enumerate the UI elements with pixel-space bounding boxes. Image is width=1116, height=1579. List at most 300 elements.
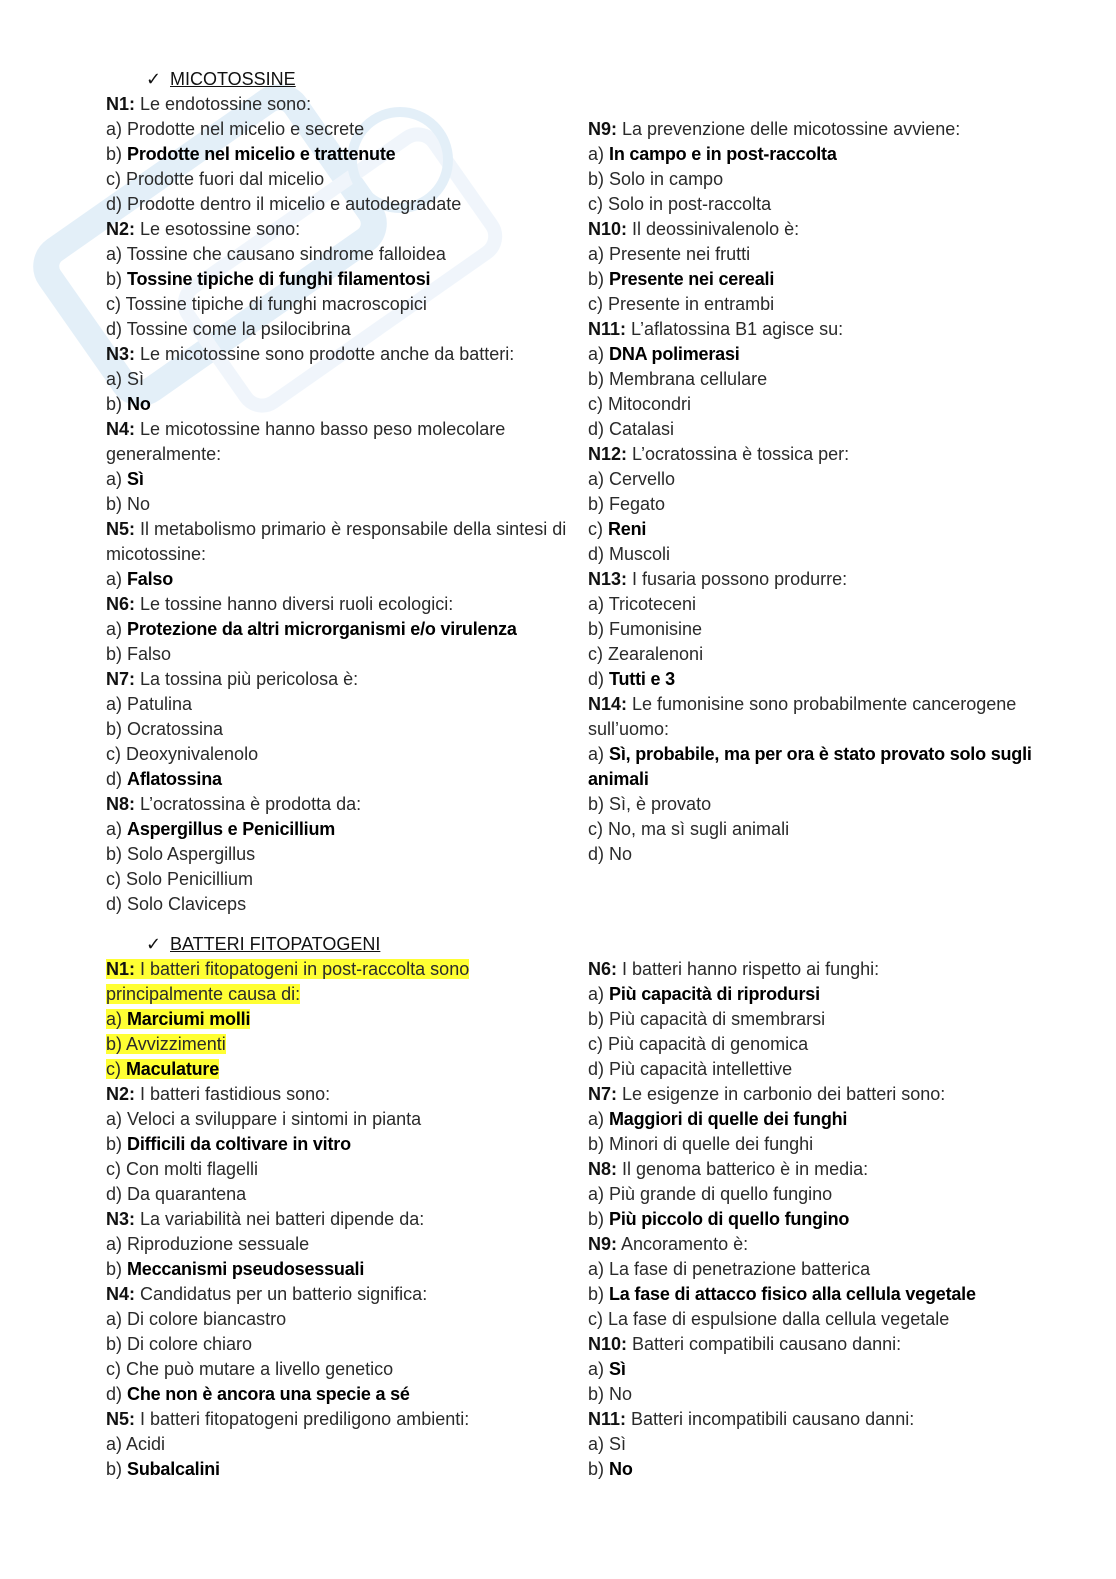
question-text: Le tossine hanno diversi ruoli ecologici:: [135, 594, 454, 614]
option-letter: c): [106, 1059, 126, 1079]
option-letter: a): [588, 594, 609, 614]
question-text: Il genoma batterico è in media:: [617, 1159, 869, 1179]
option-letter: c): [588, 1034, 608, 1054]
question-number: N6:: [588, 959, 618, 979]
answer-option: [588, 417, 1048, 442]
question-number: N10:: [588, 1334, 628, 1354]
question-line: [588, 442, 1048, 467]
question-line: [588, 217, 1048, 242]
option-letter: b): [106, 1459, 128, 1479]
answer-option: [588, 367, 1048, 392]
question-line: [106, 1082, 576, 1107]
correct-answer-text: La fase di attacco fisico alla cellula vegetale: [609, 1284, 976, 1304]
answer-option: [588, 817, 1048, 842]
option-letter: c): [588, 644, 608, 664]
answer-option: [106, 1332, 576, 1357]
answer-option: [106, 1182, 576, 1207]
answer-option: [588, 1107, 1048, 1132]
question-text: I batteri fastidious sono:: [135, 1084, 331, 1104]
answer-option: [588, 267, 1048, 292]
question-number: N10:: [588, 219, 628, 239]
answer-option: [588, 392, 1048, 417]
correct-answer-text: Presente nei cereali: [609, 269, 775, 289]
answer-option: [588, 982, 1048, 1007]
question-number: N13:: [588, 569, 628, 589]
option-letter: b): [588, 494, 610, 514]
question-text: Candidatus per un batterio significa:: [135, 1284, 428, 1304]
option-text: Veloci a sviluppare i sintomi in pianta: [127, 1109, 422, 1129]
question-number: N4:: [106, 1284, 136, 1304]
column-right: [588, 957, 1048, 1482]
answer-option: [106, 1132, 576, 1157]
option-text: Tricoteceni: [608, 594, 697, 614]
answer-option: [106, 317, 576, 342]
option-letter: a): [106, 369, 128, 389]
answer-option: [588, 842, 1048, 867]
question-number: N6:: [106, 594, 136, 614]
option-letter: a): [106, 1434, 127, 1454]
question-line: [588, 1332, 1048, 1357]
option-text: Sì: [127, 369, 145, 389]
answer-option: [588, 1357, 1048, 1382]
option-text: Più grande di quello fungino: [609, 1184, 833, 1204]
option-text: Solo in campo: [609, 169, 724, 189]
option-letter: b): [106, 1134, 128, 1154]
option-text: Fegato: [609, 494, 666, 514]
option-letter: c): [588, 394, 608, 414]
correct-answer-text: Più capacità di riprodursi: [609, 984, 820, 1004]
question-line: [588, 1157, 1048, 1182]
option-letter: b): [588, 369, 610, 389]
question-line: [588, 1407, 1048, 1432]
question-text: I batteri fitopatogeni in post-raccolta sono principalmente causa di:: [106, 959, 470, 1004]
question-number: N1:: [106, 94, 136, 114]
option-text: Tossine tipiche di funghi macroscopici: [125, 294, 427, 314]
option-text: Solo in post-raccolta: [608, 194, 772, 214]
option-letter: d): [106, 319, 127, 339]
correct-answer-text: Aspergillus e Penicillium: [127, 819, 336, 839]
answer-option: [106, 467, 576, 492]
answer-option: [106, 167, 576, 192]
option-letter: b): [588, 269, 610, 289]
option-letter: d): [588, 1059, 610, 1079]
correct-answer-text: Tossine tipiche di funghi filamentosi: [127, 269, 431, 289]
question-text: Ancoramento è:: [617, 1234, 749, 1254]
answer-option: [106, 267, 576, 292]
answer-option: [588, 542, 1048, 567]
answer-option: [588, 1057, 1048, 1082]
option-text: La fase di penetrazione batterica: [609, 1259, 871, 1279]
option-letter: a): [588, 1184, 610, 1204]
answer-option: [588, 617, 1048, 642]
question-line: [106, 217, 576, 242]
option-letter: a): [106, 619, 128, 639]
correct-answer-text: Sì: [609, 1359, 626, 1379]
option-text: Presente in entrambi: [608, 294, 775, 314]
question-text: L’ocratossina è tossica per:: [627, 444, 850, 464]
answer-option: [588, 1307, 1048, 1332]
option-letter: c): [106, 1159, 126, 1179]
option-letter: a): [106, 1009, 128, 1029]
option-text: Da quarantena: [127, 1184, 247, 1204]
question-line: [106, 417, 576, 467]
answer-option: [588, 342, 1048, 367]
correct-answer-text: DNA polimerasi: [609, 344, 740, 364]
section-title: BATTERI FITOPATOGENI: [170, 934, 381, 954]
column-right: [588, 117, 1048, 867]
option-text: Presente nei frutti: [609, 244, 751, 264]
answer-option: [106, 817, 576, 842]
option-text: Falso: [127, 644, 172, 664]
option-letter: b): [588, 1209, 610, 1229]
option-letter: b): [588, 1384, 610, 1404]
answer-option: [588, 142, 1048, 167]
option-text: Zearalenoni: [608, 644, 704, 664]
option-text: Prodotte dentro il micelio e autodegradate: [127, 194, 462, 214]
question-number: N11:: [588, 1409, 627, 1429]
question-text: Il metabolismo primario è responsabile della sintesi di micotossine:: [106, 519, 567, 564]
correct-answer-text: Protezione da altri microrganismi e/o virulenza: [127, 619, 517, 639]
option-letter: d): [106, 1184, 128, 1204]
question-number: N11:: [588, 319, 627, 339]
answer-option: [588, 242, 1048, 267]
option-text: Cervello: [609, 469, 676, 489]
correct-answer-text: Meccanismi pseudosessuali: [127, 1259, 365, 1279]
option-letter: b): [106, 844, 128, 864]
option-text: Membrana cellulare: [609, 369, 768, 389]
question-line: [106, 342, 576, 367]
answer-option: [588, 517, 1048, 542]
option-letter: d): [106, 1384, 128, 1404]
question-text: La variabilità nei batteri dipende da:: [135, 1209, 425, 1229]
answer-option: [588, 192, 1048, 217]
answer-option: [106, 567, 576, 592]
answer-option: [588, 642, 1048, 667]
answer-option: [106, 1457, 576, 1482]
correct-answer-text: Più piccolo di quello fungino: [609, 1209, 850, 1229]
answer-option: [588, 1257, 1048, 1282]
question-number: N9:: [588, 119, 618, 139]
option-text: Prodotte fuori dal micelio: [126, 169, 325, 189]
option-text: Mitocondri: [608, 394, 692, 414]
option-letter: b): [106, 494, 128, 514]
option-text: Solo Claviceps: [127, 894, 247, 914]
option-letter: c): [588, 1309, 608, 1329]
correct-answer-text: Sì, probabile, ma per ora è stato provato solo sugli animali: [588, 744, 1032, 789]
question-number: N2:: [106, 1084, 136, 1104]
correct-answer-text: Che non è ancora una specie a sé: [127, 1384, 410, 1404]
question-line: [588, 1232, 1048, 1257]
question-text: Le esotossine sono:: [135, 219, 301, 239]
question-text: Le esigenze in carbonio dei batteri sono:: [617, 1084, 946, 1104]
question-line: [106, 1207, 576, 1232]
option-letter: c): [588, 194, 608, 214]
option-letter: a): [588, 1434, 610, 1454]
answer-option: [588, 1182, 1048, 1207]
answer-option: [106, 1057, 576, 1082]
option-text: Patulina: [127, 694, 193, 714]
answer-option: [588, 792, 1048, 817]
checkmark-icon: ✓: [146, 69, 162, 89]
option-text: Fumonisine: [609, 619, 703, 639]
question-text: Le endotossine sono:: [135, 94, 312, 114]
option-letter: b): [106, 269, 128, 289]
question-line: [106, 667, 576, 692]
option-text: La fase di espulsione dalla cellula vegetale: [608, 1309, 950, 1329]
question-line: [106, 92, 576, 117]
answer-option: [588, 1032, 1048, 1057]
option-letter: d): [588, 419, 610, 439]
option-letter: a): [106, 1234, 128, 1254]
answer-option: [106, 142, 576, 167]
option-letter: d): [588, 669, 610, 689]
option-text: Sì, è provato: [609, 794, 712, 814]
option-letter: a): [588, 469, 610, 489]
answer-option: [106, 242, 576, 267]
question-text: I batteri hanno rispetto ai funghi:: [617, 959, 880, 979]
option-letter: b): [588, 1134, 610, 1154]
correct-answer-text: Maculature: [126, 1059, 220, 1079]
option-letter: a): [106, 119, 128, 139]
answer-option: [588, 167, 1048, 192]
question-text: Il deossinivalenolo è:: [627, 219, 800, 239]
section-heading-micotossine: [146, 67, 296, 92]
option-letter: a): [588, 144, 610, 164]
option-text: Acidi: [126, 1434, 166, 1454]
question-number: N7:: [588, 1084, 618, 1104]
answer-option: [106, 292, 576, 317]
question-number: N3:: [106, 344, 136, 364]
answer-option: [106, 642, 576, 667]
answer-option: [106, 1032, 576, 1057]
section-title: MICOTOSSINE: [170, 69, 296, 89]
question-text: I fusaria possono produrre:: [627, 569, 848, 589]
question-number: N5:: [106, 519, 136, 539]
question-line: [106, 1282, 576, 1307]
section-heading-batteri: [146, 932, 380, 957]
option-letter: c): [106, 744, 126, 764]
answer-option: [106, 1307, 576, 1332]
option-text: No: [609, 1384, 633, 1404]
question-line: [588, 1082, 1048, 1107]
option-letter: b): [106, 644, 128, 664]
option-text: Avvizzimenti: [126, 1034, 226, 1054]
correct-answer-text: Subalcalini: [127, 1459, 220, 1479]
option-letter: a): [588, 244, 610, 264]
correct-answer-text: Aflatossina: [127, 769, 222, 789]
question-line: [588, 117, 1048, 142]
option-letter: a): [106, 819, 128, 839]
option-text: Più capacità di genomica: [608, 1034, 809, 1054]
answer-option: [106, 117, 576, 142]
answer-option: [588, 492, 1048, 517]
column-left: [106, 92, 576, 917]
option-letter: d): [588, 844, 610, 864]
answer-option: [106, 392, 576, 417]
question-number: N8:: [106, 794, 136, 814]
answer-option: [106, 692, 576, 717]
answer-option: [588, 1282, 1048, 1307]
option-letter: a): [106, 469, 128, 489]
option-text: Più capacità intellettive: [609, 1059, 793, 1079]
answer-option: [106, 1432, 576, 1457]
question-number: N9:: [588, 1234, 618, 1254]
question-line: [106, 792, 576, 817]
option-letter: b): [106, 1334, 128, 1354]
option-text: Solo Penicillium: [126, 869, 254, 889]
question-text: L’aflatossina B1 agisce su:: [626, 319, 844, 339]
answer-option: [588, 1457, 1048, 1482]
correct-answer-text: Tutti e 3: [609, 669, 675, 689]
option-text: Di colore biancastro: [127, 1309, 287, 1329]
answer-option: [106, 742, 576, 767]
answer-option: [106, 892, 576, 917]
question-line: [588, 692, 1048, 742]
option-letter: b): [106, 719, 128, 739]
question-text: Le micotossine hanno basso peso molecolare generalmente:: [106, 419, 506, 464]
option-text: Che può mutare a livello genetico: [126, 1359, 394, 1379]
question-number: N2:: [106, 219, 136, 239]
question-text: Batteri incompatibili causano danni:: [626, 1409, 915, 1429]
question-number: N7:: [106, 669, 136, 689]
answer-option: [588, 292, 1048, 317]
option-letter: b): [588, 169, 610, 189]
answer-option: [106, 1382, 576, 1407]
option-letter: d): [588, 544, 610, 564]
option-text: Minori di quelle dei funghi: [609, 1134, 814, 1154]
correct-answer-text: Falso: [127, 569, 174, 589]
answer-option: [106, 492, 576, 517]
option-letter: a): [588, 344, 610, 364]
answer-option: [588, 742, 1048, 792]
option-text: Tossine che causano sindrome falloidea: [126, 244, 446, 264]
option-text: Deoxynivalenolo: [126, 744, 259, 764]
answer-option: [106, 767, 576, 792]
question-text: L’ocratossina è prodotta da:: [135, 794, 362, 814]
option-text: Prodotte nel micelio e secrete: [127, 119, 365, 139]
question-number: N1:: [106, 959, 136, 979]
option-letter: a): [106, 569, 128, 589]
answer-option: [588, 467, 1048, 492]
answer-option: [106, 1107, 576, 1132]
answer-option: [106, 842, 576, 867]
correct-answer-text: No: [609, 1459, 633, 1479]
option-letter: a): [106, 1309, 128, 1329]
question-text: La prevenzione delle micotossine avviene:: [617, 119, 961, 139]
option-letter: b): [106, 1034, 127, 1054]
option-letter: d): [106, 769, 128, 789]
question-text: Le micotossine sono prodotte anche da batteri:: [135, 344, 515, 364]
option-text: No: [127, 494, 151, 514]
option-letter: a): [588, 1259, 610, 1279]
option-text: Sì: [609, 1434, 627, 1454]
question-number: N8:: [588, 1159, 618, 1179]
option-letter: d): [106, 194, 128, 214]
option-letter: a): [588, 1359, 610, 1379]
column-left: [106, 957, 576, 1482]
answer-option: [106, 1232, 576, 1257]
option-text: Riproduzione sessuale: [127, 1234, 310, 1254]
question-text: I batteri fitopatogeni prediligono ambienti:: [135, 1409, 470, 1429]
question-number: N4:: [106, 419, 136, 439]
option-letter: c): [588, 294, 608, 314]
option-letter: c): [106, 169, 126, 189]
question-number: N3:: [106, 1209, 136, 1229]
question-line: [588, 317, 1048, 342]
answer-option: [588, 1432, 1048, 1457]
answer-option: [106, 192, 576, 217]
option-letter: d): [106, 894, 128, 914]
checkmark-icon: ✓: [146, 934, 162, 954]
correct-answer-text: Difficili da coltivare in vitro: [127, 1134, 351, 1154]
answer-option: [588, 592, 1048, 617]
correct-answer-text: No: [127, 394, 151, 414]
option-letter: b): [588, 794, 610, 814]
answer-option: [106, 867, 576, 892]
question-line: [588, 957, 1048, 982]
question-line: [106, 1407, 576, 1432]
option-letter: b): [106, 394, 128, 414]
answer-option: [588, 1207, 1048, 1232]
option-letter: b): [588, 1009, 610, 1029]
option-letter: c): [106, 294, 126, 314]
option-text: Ocratossina: [127, 719, 224, 739]
question-line: [106, 517, 576, 567]
option-letter: a): [106, 244, 127, 264]
answer-option: [106, 1257, 576, 1282]
answer-option: [588, 1007, 1048, 1032]
option-text: No: [609, 844, 633, 864]
option-letter: a): [588, 1109, 610, 1129]
question-text: Batteri compatibili causano danni:: [627, 1334, 902, 1354]
answer-option: [106, 1157, 576, 1182]
option-text: No, ma sì sugli animali: [608, 819, 790, 839]
option-letter: b): [588, 619, 610, 639]
option-letter: b): [106, 1259, 128, 1279]
question-line: [588, 567, 1048, 592]
question-text: Le fumonisine sono probabilmente cancerogene sull’uomo:: [588, 694, 1017, 739]
correct-answer-text: Marciumi molli: [127, 1009, 251, 1029]
answer-option: [588, 1132, 1048, 1157]
correct-answer-text: Sì: [127, 469, 144, 489]
question-number: N12:: [588, 444, 628, 464]
answer-option: [106, 1357, 576, 1382]
option-letter: a): [106, 1109, 128, 1129]
correct-answer-text: Reni: [608, 519, 647, 539]
option-letter: a): [588, 984, 610, 1004]
answer-option: [106, 717, 576, 742]
correct-answer-text: Maggiori di quelle dei funghi: [609, 1109, 848, 1129]
option-text: Solo Aspergillus: [127, 844, 256, 864]
question-line: [106, 957, 576, 1007]
answer-option: [106, 1007, 576, 1032]
question-text: La tossina più pericolosa è:: [135, 669, 359, 689]
question-line: [106, 592, 576, 617]
option-letter: c): [588, 819, 608, 839]
option-letter: c): [106, 869, 126, 889]
option-letter: b): [106, 144, 128, 164]
option-text: Tossine come la psilocibrina: [126, 319, 351, 339]
option-text: Catalasi: [609, 419, 675, 439]
answer-option: [106, 617, 576, 642]
answer-option: [588, 1382, 1048, 1407]
option-letter: a): [588, 744, 610, 764]
option-text: Di colore chiaro: [127, 1334, 253, 1354]
option-letter: c): [588, 519, 608, 539]
option-letter: b): [588, 1459, 610, 1479]
correct-answer-text: In campo e in post-raccolta: [609, 144, 837, 164]
correct-answer-text: Prodotte nel micelio e trattenute: [127, 144, 396, 164]
